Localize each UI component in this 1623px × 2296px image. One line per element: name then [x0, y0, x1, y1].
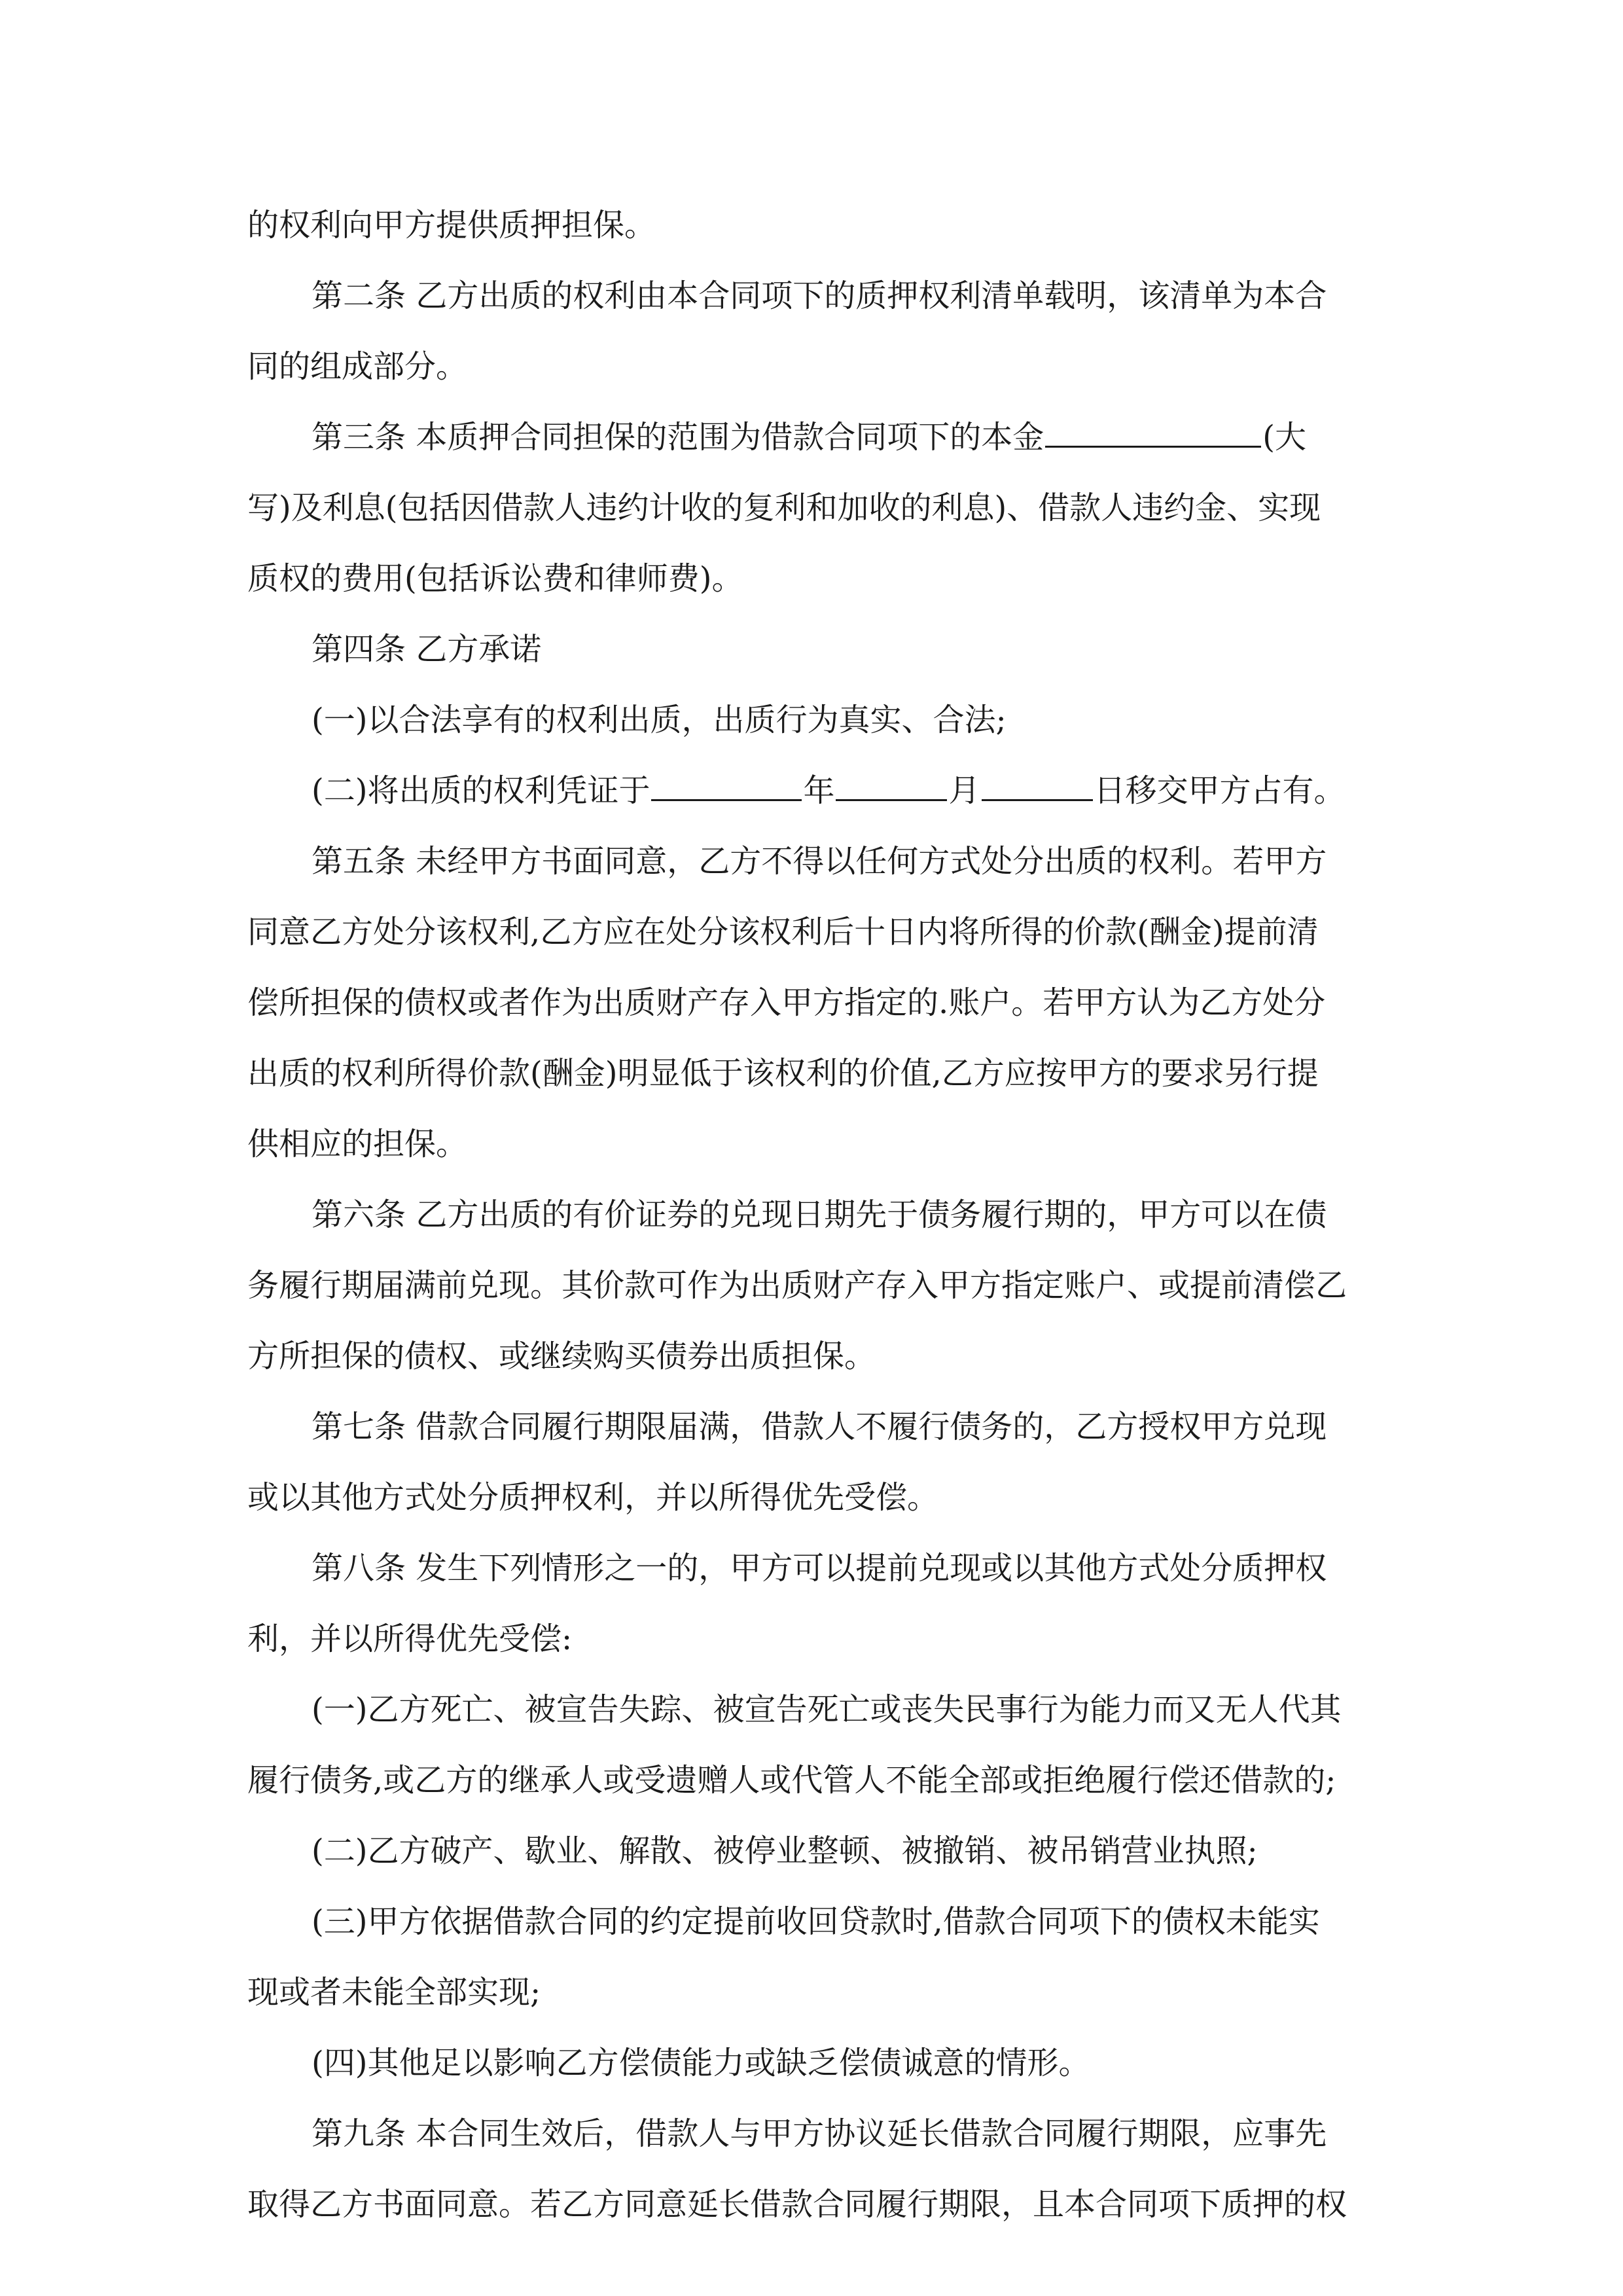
article-3-text: 第三条 本质押合同担保的范围为借款合同项下的本金	[312, 419, 1044, 456]
text-line: 取得乙方书面同意。若乙方同意延长借款合同履行期限，且本合同项下质押的权	[247, 2186, 1347, 2223]
text-line: 偿所担保的债权或者作为出质财产存入甲方指定的.账户。若甲方认为乙方处分	[247, 984, 1326, 1021]
article-2-line: 第二条 乙方出质的权利由本合同项下的质押权利清单载明，该清单为本合	[312, 278, 1327, 314]
year-label: 年	[803, 772, 835, 809]
clause-text: (二)将出质的权利凭证于	[312, 772, 651, 809]
article-9-line: 第九条 本合同生效后，借款人与甲方协议延长借款合同履行期限，应事先	[312, 2115, 1327, 2152]
month-blank[interactable]	[836, 773, 947, 801]
day-blank[interactable]	[982, 773, 1093, 801]
text-line: 现或者未能全部实现;	[247, 1974, 541, 2011]
clause-item: (二)乙方破产、歇业、解散、被停业整顿、被撤销、被吊销营业执照;	[312, 1833, 1258, 1869]
text-line: 履行债务,或乙方的继承人或受遗赠人或代管人不能全部或拒绝履行偿还借款的;	[247, 1762, 1336, 1799]
principal-amount-blank[interactable]	[1045, 420, 1261, 448]
text-line: 的权利向甲方提供质押担保。	[247, 207, 656, 243]
text-line: 或以其他方式处分质押权利，并以所得优先受偿。	[247, 1479, 939, 1516]
day-label: 日移交甲方占有。	[1094, 772, 1346, 809]
text-line: 同意乙方处分该权利,乙方应在处分该权利后十日内将所得的价款(酬金)提前清	[247, 914, 1319, 950]
text-line: 方所担保的债权、或继续购买债券出质担保。	[247, 1338, 876, 1374]
article-6-line: 第六条 乙方出质的有价证券的兑现日期先于债务履行期的，甲方可以在债	[312, 1196, 1327, 1233]
clause-item-date	[247, 755, 1380, 826]
clause-item: (一)以合法享有的权利出质，出质行为真实、合法;	[312, 702, 1007, 738]
year-blank[interactable]	[651, 773, 802, 801]
article-3-line	[247, 402, 1380, 473]
clause-item: (三)甲方依据借款合同的约定提前收回贷款时,借款合同项下的债权未能实	[312, 1903, 1320, 1940]
text-line: 利，并以所得优先受偿:	[247, 1621, 573, 1657]
text-line: 写)及利息(包括因借款人违约计收的复利和加收的利息)、借款人违约金、实现	[247, 490, 1321, 526]
text-line: 质权的费用(包括诉讼费和律师费)。	[247, 560, 743, 597]
article-7-line: 第七条 借款合同履行期限届满，借款人不履行债务的，乙方授权甲方兑现	[312, 1408, 1327, 1445]
text-line: 务履行期届满前兑现。其价款可作为出质财产存入甲方指定账户、或提前清偿乙	[247, 1267, 1347, 1304]
article-3-text-tail: (大	[1262, 419, 1306, 456]
text-line: 供相应的担保。	[247, 1126, 468, 1162]
clause-item: (一)乙方死亡、被宣告失踪、被宣告死亡或丧失民事行为能力而又无人代其	[312, 1691, 1342, 1728]
article-8-line: 第八条 发生下列情形之一的，甲方可以提前兑现或以其他方式处分质押权	[312, 1550, 1327, 1587]
article-4-line: 第四条 乙方承诺	[312, 631, 542, 668]
contract-body	[247, 190, 1380, 2240]
clause-item: (四)其他足以影响乙方偿债能力或缺乏偿债诚意的情形。	[312, 2045, 1090, 2081]
text-line: 同的组成部分。	[247, 348, 468, 385]
article-5-line: 第五条 未经甲方书面同意，乙方不得以任何方式处分出质的权利。若甲方	[312, 843, 1327, 880]
text-line: 出质的权利所得价款(酬金)明显低于该权利的价值,乙方应按甲方的要求另行提	[247, 1055, 1319, 1092]
month-label: 月	[948, 772, 980, 809]
